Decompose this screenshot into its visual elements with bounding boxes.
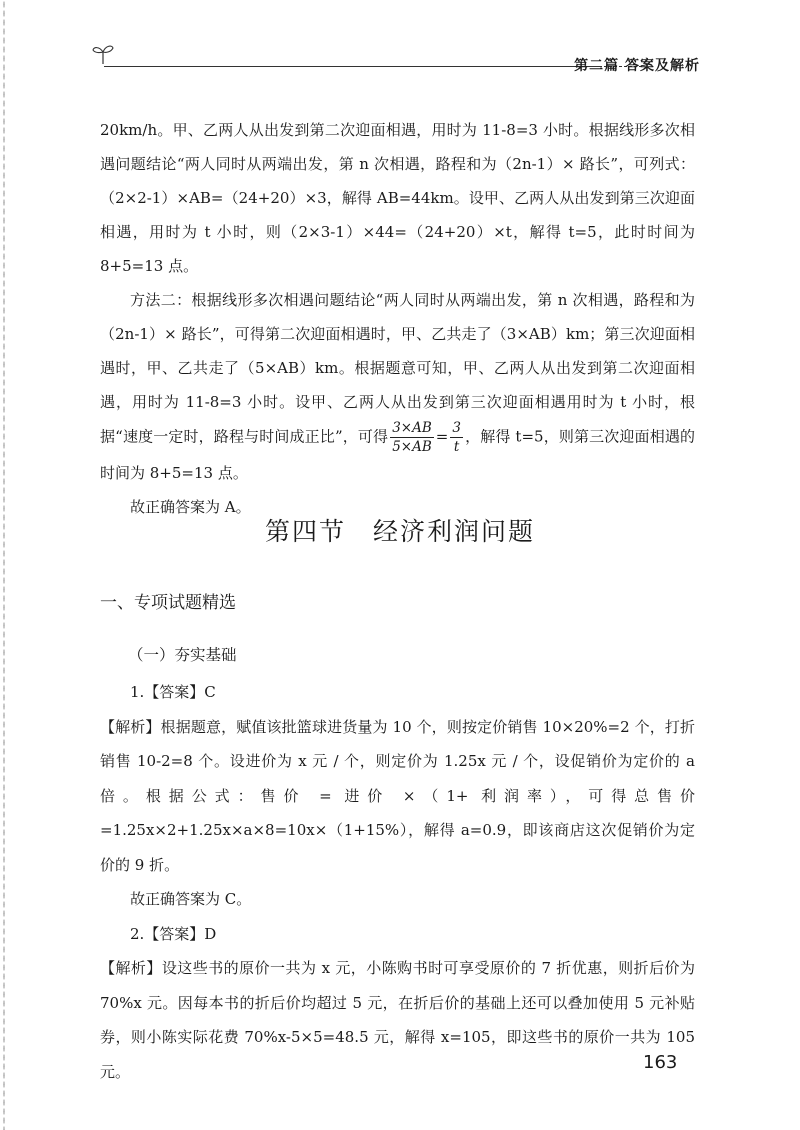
header-title: 第二篇 答案及解析 — [574, 58, 700, 74]
fraction-t-denominator: t — [453, 439, 460, 455]
fraction-t — [450, 419, 463, 456]
binding-dots — [3, 0, 5, 1130]
q2-answer: 2.【答案】D — [130, 924, 217, 943]
body-text-top — [100, 113, 695, 524]
q1-analysis: 【解析】根据题意，赋值该批篮球进货量为 10 个，则按定价销售 10×20%=2 个，打折销售 10-2=8 个。设进价为 x 元 / 个，则定价为 1.25x 元 / 个，设促销价为定价的 a 倍。根据公式：售价 = 进价 ×（1+ 利润率），可得总售价 =1.25x×2+1.25x×a×8=10x×（1+15%），解得 a=0.9，即该商店这次促销价为定价的 9 折。 — [100, 717, 695, 874]
heading-level-1: 一、专项试题精选 — [100, 593, 236, 613]
section-title: 第四节 经济利润问题 — [264, 517, 535, 546]
paragraph-method-one: 20km/h。甲、乙两人从出发到第二次迎面相遇，用时为 11-8=3 小时。根据线形多次相遇问题结论“两人同时从两端出发，第 n 次相遇，路程和为（2n-1）× 路长”，可列式：（2×2-1）×AB=（24+20）×3，解得 AB=44km。设甲、乙两人从出发到第三次迎面相遇，用时为 t 小时，则（2×3-1）×44=（24+20）×t，解得 t=5，此时时间为 8+5=13 点。 — [100, 121, 695, 275]
fraction-t-numerator: 3 — [452, 420, 461, 436]
header-rule — [104, 66, 602, 67]
method-two-tail: ，解得 t=5，则第三次迎面相遇的时间为 8+5=13 点。 — [100, 427, 695, 482]
method-two-text: 方法二：根据线形多次相遇问题结论“两人同时从两端出发，第 n 次相遇，路程和为（2n-1）× 路长”，可得第二次迎面相遇时，甲、乙共走了（3×AB）km；第三次迎面相遇时，甲、乙共走了（5×AB）km。根据题意可知，甲、乙两人从出发到第二次迎面相遇，用时为 11-8=3 小时。设甲、乙两人从出发到第三次迎面相遇用时为 t 小时，根据“速度一定时，路程与时间成正比”，可得 — [100, 291, 695, 446]
page-header — [92, 42, 702, 76]
fraction-ab-numerator: 3×AB — [392, 420, 432, 436]
equals-sign: = — [435, 427, 449, 446]
fraction-ab — [390, 419, 434, 456]
page-number: 163 — [643, 1052, 678, 1073]
q1-conclusion: 故正确答案为 C。 — [130, 890, 252, 908]
paragraph-method-two — [100, 283, 695, 490]
fraction-ab-denominator: 5×AB — [392, 439, 432, 455]
heading-level-2: （一）夯实基础 — [128, 646, 237, 664]
q1-answer: 1.【答案】C — [130, 683, 216, 701]
body-text-bottom — [100, 675, 695, 1089]
paragraph-answer-a: 故正确答案为 A。 — [130, 498, 251, 516]
sprout-icon — [92, 42, 114, 66]
q2-analysis: 【解析】设这些书的原价一共为 x 元，小陈购书时可享受原价的 7 折优惠，则折后价为 70%x 元。因每本书的折后价均超过 5 元，在折后价的基础上还可以叠加使用 5 元补贴券，则小陈实际花费 70%x-5×5=48.5 元，解得 x=105，即这些书的原价一共为 105 元。 — [100, 959, 695, 1081]
